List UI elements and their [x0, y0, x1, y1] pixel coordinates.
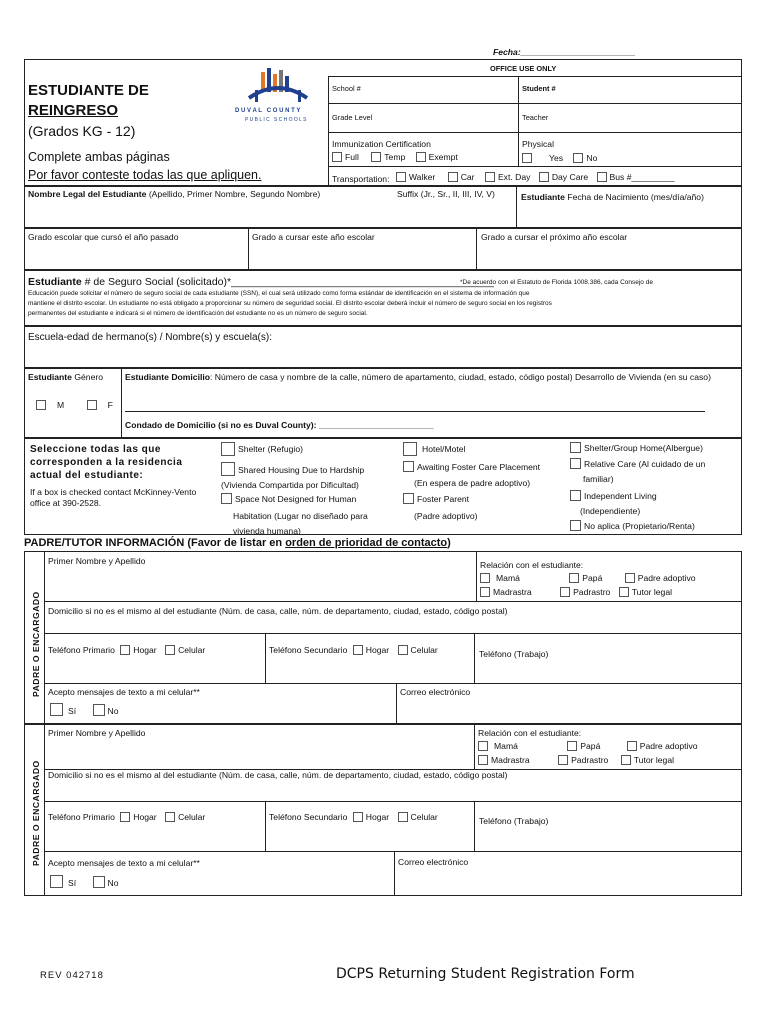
parent-1-side-label: PADRE O ENCARGADO: [31, 591, 41, 697]
residence-note: If a box is checked contact McKinney-Vento office at 390-2528.: [30, 487, 197, 508]
shared-housing-label-2: (Vivienda Compartida por Dificultad): [221, 480, 359, 490]
shared-housing-checkbox[interactable]: [221, 462, 235, 476]
parent-1-si-checkbox[interactable]: [50, 703, 63, 716]
independent-checkbox[interactable]: [570, 490, 581, 501]
not-applicable-checkbox[interactable]: [570, 520, 581, 531]
foster-placement-checkbox[interactable]: [403, 461, 414, 472]
bus-label: Bus #_________: [609, 172, 675, 182]
parent-2-adoptive-label: Padre adoptivo: [639, 741, 698, 751]
relative-care-label: Relative Care (Al cuidado de un: [584, 459, 706, 469]
exempt-label: Exempt: [428, 152, 458, 162]
parent-1-stepmom-label: Madrastra: [493, 587, 532, 597]
suffix-label: Suffix (Jr., Sr., II, III, IV, V): [397, 189, 495, 199]
parent-1-phone-primary[interactable]: Teléfono Primario Hogar Celular: [48, 645, 206, 655]
ext-day-label: Ext. Day: [497, 172, 531, 182]
space-label: Space Not Designed for Human: [235, 494, 357, 504]
temp-label: Temp: [384, 152, 406, 162]
space-checkbox[interactable]: [221, 493, 232, 504]
grade-this-field[interactable]: Grado a cursar este año escolar: [252, 232, 375, 242]
grades-label: (Grados KG - 12): [28, 123, 136, 139]
gender-m-label: M: [57, 400, 65, 410]
parent-1-home-checkbox[interactable]: [120, 645, 130, 655]
parent-2-phone-secondary[interactable]: Teléfono Secundario Hogar Celular: [269, 812, 438, 822]
parent-1-work-phone[interactable]: Teléfono (Trabajo): [479, 649, 549, 659]
parent-1-stepdad-label: Padrastro: [573, 587, 611, 597]
footer-form-title: DCPS Returning Student Registration Form: [336, 966, 635, 982]
parent-2-work-phone[interactable]: Teléfono (Trabajo): [479, 816, 549, 826]
parent-1-papa-checkbox[interactable]: [569, 573, 579, 583]
exempt-checkbox[interactable]: [416, 152, 426, 162]
parent-2-texts-label: Acepto mensajes de texto a mi celular**: [48, 858, 200, 868]
parent-2-si-checkbox[interactable]: [50, 875, 63, 888]
parent-1-guardian-label: Tutor legal: [631, 587, 673, 597]
form-title-2: REINGRESO: [28, 102, 119, 119]
parent-1-cell-checkbox[interactable]: [165, 645, 175, 655]
hotel-checkbox[interactable]: [403, 442, 417, 456]
shelter-checkbox[interactable]: [221, 442, 235, 456]
parent-2-address-field[interactable]: Domicilio si no es el mismo al del estudiante (Núm. de casa, calle, núm. de departamento, ciudad, estado, código postal): [48, 770, 508, 780]
parent-1-relation-label: Relación con el estudiante:: [480, 560, 584, 570]
address-label: Estudiante Domicilio: Número de casa y nombre de la calle, número de apartamento, ciudad, estado, código postal) Desarrollo de Vivienda (en su caso): [125, 372, 711, 382]
gender-m-checkbox[interactable]: [36, 400, 46, 410]
gender-label: Estudiante Género: [28, 372, 103, 382]
form-title-1: ESTUDIANTE DE: [28, 82, 149, 99]
parent-2-papa-label: Papá: [580, 741, 601, 751]
bus-checkbox[interactable]: [597, 172, 607, 182]
foster-parent-label-2: (Padre adoptivo): [414, 511, 478, 521]
ext-day-checkbox[interactable]: [485, 172, 495, 182]
instruction-2: Por favor conteste todas las que apliquen.: [28, 168, 262, 182]
car-checkbox[interactable]: [448, 172, 458, 182]
parent-1-no-checkbox[interactable]: [93, 704, 105, 716]
temp-checkbox[interactable]: [371, 152, 381, 162]
parent-2-adoptive-checkbox[interactable]: [627, 741, 637, 751]
parent-2-stepdad-checkbox[interactable]: [558, 755, 568, 765]
parent-1-home2-checkbox[interactable]: [353, 645, 363, 655]
parent-2-email-field[interactable]: Correo electrónico: [398, 857, 469, 867]
parent-2-home-checkbox[interactable]: [120, 812, 130, 822]
parent-2-stepdad-label: Padrastro: [571, 755, 609, 765]
residence-title: Seleccione todas las que corresponden a la residencia actual del estudiante:: [30, 444, 183, 481]
independent-label-2: (Independiente): [580, 506, 641, 516]
independent-label: Independent Living: [584, 491, 657, 501]
parent-2-cell2-checkbox[interactable]: [398, 812, 408, 822]
yes-label: Yes: [549, 153, 564, 163]
foster-parent-label: Foster Parent: [417, 494, 470, 504]
parent-2-side-label: PADRE O ENCARGADO: [31, 760, 41, 866]
parent-2-phone-primary[interactable]: Teléfono Primario Hogar Celular: [48, 812, 206, 822]
office-use-label: OFFICE USE ONLY: [490, 64, 557, 73]
student-number-field[interactable]: Student #: [522, 84, 556, 93]
parent-1-mama-label: Mamá: [496, 573, 520, 583]
physical-label: Physical: [522, 139, 554, 149]
parent-2-papa-checkbox[interactable]: [567, 741, 577, 751]
parent-1-stepmom-checkbox[interactable]: [480, 587, 490, 597]
parent-2-cell-checkbox[interactable]: [165, 812, 175, 822]
relative-care-checkbox[interactable]: [570, 458, 581, 469]
revision-label: REV 042718: [40, 970, 104, 981]
parent-1-mama-checkbox[interactable]: [480, 573, 490, 583]
not-applicable-label: No aplica (Propietario/Renta): [584, 521, 695, 531]
parent-1-name-field[interactable]: Primer Nombre y Apellido: [48, 556, 146, 566]
parent-2-no-checkbox[interactable]: [93, 876, 105, 888]
day-care-checkbox[interactable]: [539, 172, 549, 182]
parent-2-mama-label: Mamá: [494, 741, 518, 751]
no-label: No: [586, 153, 598, 163]
foster-placement-label-2: (En espera de padre adoptivo): [414, 478, 531, 488]
shelter-group-checkbox[interactable]: [570, 442, 581, 453]
logo-text-2: P U B L I C S C H O O L S: [245, 117, 307, 123]
ssn-note-3: mantiene el distrito escolar. Un estudiante no está obligado a proporcionar su número de seguridad social. El distrito escolar deberá incluir el número de seguro social en los registros: [28, 300, 552, 307]
space-label-2: Habitation (Lugar no diseñado para: [233, 511, 368, 521]
parent-1-no-label: No: [107, 706, 119, 716]
parent-1-adoptive-label: Padre adoptivo: [637, 573, 696, 583]
dob-label: Estudiante Fecha de Nacimiento (mes/día/año): [521, 192, 704, 202]
parent-1-address-field[interactable]: Domicilio si no es el mismo al del estudiante (Núm. de casa, calle, núm. de departamento, ciudad, estado, código postal): [48, 606, 508, 616]
physical-no-checkbox[interactable]: [573, 153, 583, 163]
parent-1-stepdad-checkbox[interactable]: [560, 587, 570, 597]
ssn-note-2: Educación puede solicitar el número de seguro social de cada estudiante (SSN), el cual será utilizado como forma estándar de identificación en el sistema de información que: [28, 290, 530, 297]
ssn-note-1: *De acuerdo con el Estatuto de Florida 1008.386, cada Consejo de: [460, 279, 653, 286]
parent-2-stepmom-checkbox[interactable]: [478, 755, 488, 765]
foster-placement-label: Awaiting Foster Care Placement: [417, 462, 541, 472]
legal-name-label: Nombre Legal del Estudiante (Apellido, Primer Nombre, Segundo Nombre): [28, 189, 321, 199]
gender-f-checkbox[interactable]: [87, 400, 97, 410]
parent-2-name-field[interactable]: Primer Nombre y Apellido: [48, 728, 146, 738]
school-number-field[interactable]: School #: [332, 84, 361, 93]
parent-2-mama-checkbox[interactable]: [478, 741, 488, 751]
duval-logo: [233, 64, 323, 126]
duval-logo-icon: [233, 64, 323, 108]
car-label: Car: [460, 172, 475, 182]
parent-2-stepmom-label: Madrastra: [491, 755, 530, 765]
walker-label: Walker: [408, 172, 436, 182]
parent-2-guardian-checkbox[interactable]: [621, 755, 631, 765]
transportation-label: Transportation:: [332, 174, 390, 184]
shelter-label: Shelter (Refugio): [238, 444, 303, 454]
parent-2-home2-checkbox[interactable]: [353, 812, 363, 822]
parent-1-texts-label: Acepto mensajes de texto a mi celular**: [48, 687, 200, 697]
grade-past-field[interactable]: Grado escolar que cursó el año pasado: [28, 232, 179, 242]
parent-2-no-label: No: [107, 878, 119, 888]
shared-housing-label: Shared Housing Due to Hardship: [238, 465, 365, 475]
physical-yes-checkbox[interactable]: [522, 153, 532, 163]
parent-1-si-label: Sí: [68, 706, 77, 716]
parent-2-guardian-label: Tutor legal: [633, 755, 675, 765]
foster-parent-checkbox[interactable]: [403, 493, 414, 504]
day-care-label: Day Care: [551, 172, 589, 182]
parent-section-title: PADRE/TUTOR INFORMACIÓN (Favor de listar en orden de prioridad de contacto): [24, 537, 451, 549]
grade-level-field[interactable]: Grade Level: [332, 113, 373, 122]
address-line[interactable]: [125, 411, 705, 412]
parent-1-cell2-checkbox[interactable]: [398, 645, 408, 655]
grade-next-field[interactable]: Grado a cursar el próximo año escolar: [481, 232, 628, 242]
gender-f-label: F: [107, 400, 113, 410]
parent-1-guardian-checkbox[interactable]: [619, 587, 629, 597]
parent-1-email-field[interactable]: Correo electrónico: [400, 687, 471, 697]
relative-care-label-2: familiar): [583, 474, 614, 484]
ssn-note-4: permanentes del estudiante e indicará si el número de identificación del estudiante no es un número de seguro social.: [28, 310, 368, 317]
parent-1-papa-label: Papá: [582, 573, 603, 583]
logo-text-1: D U V A L C O U N T Y: [235, 108, 301, 114]
hotel-label: Hotel/Motel: [422, 444, 466, 454]
full-checkbox[interactable]: [332, 152, 342, 162]
county-field[interactable]: Condado de Domicilio (si no es Duval County): ________________________: [125, 420, 434, 430]
siblings-label: Escuela-edad de hermano(s) / Nombre(s) y escuela(s):: [28, 332, 272, 343]
instruction-1: Complete ambas páginas: [28, 150, 170, 164]
walker-checkbox[interactable]: [396, 172, 406, 182]
parent-2-si-label: Sí: [68, 878, 77, 888]
parent-1-adoptive-checkbox[interactable]: [625, 573, 635, 583]
space-label-3: vivienda humana): [233, 526, 301, 535]
fecha-label: Fecha:________________________: [493, 47, 636, 57]
ssn-field[interactable]: Estudiante # de Seguro Social (solicitado)*_____________________________________________: [28, 276, 494, 288]
parent-1-phone-secondary[interactable]: Teléfono Secundario Hogar Celular: [269, 645, 438, 655]
parent-2-relation-label: Relación con el estudiante:: [478, 728, 582, 738]
teacher-field[interactable]: Teacher: [522, 113, 549, 122]
shelter-group-label: Shelter/Group Home(Albergue): [584, 443, 703, 453]
full-label: Full: [345, 152, 359, 162]
immunization-label: Immunization Certification: [332, 139, 431, 149]
